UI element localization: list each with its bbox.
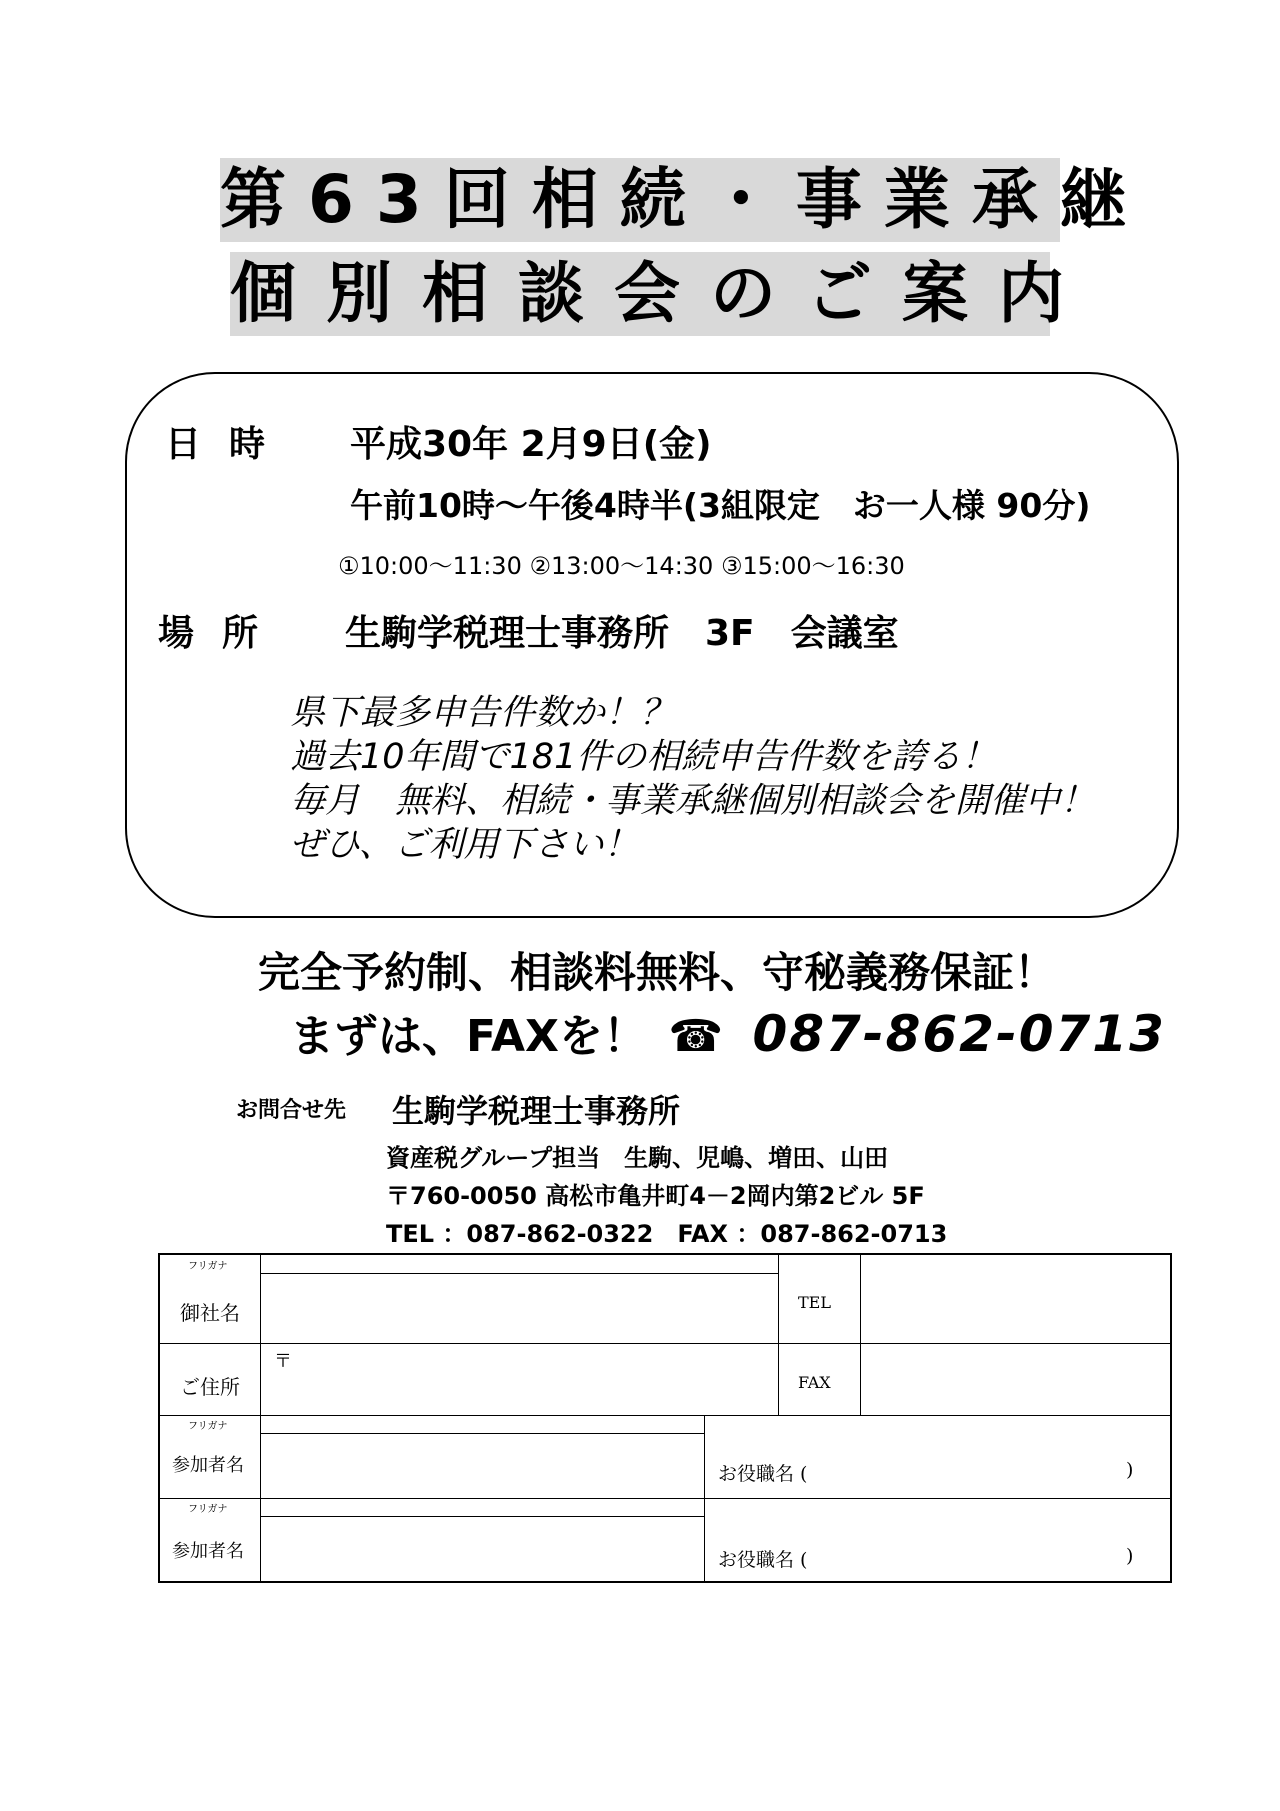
address-label: ご住所: [180, 1375, 240, 1399]
participant-label: 参加者名: [172, 1455, 244, 1476]
note-line: 毎月 無料、相続・事業承継個別相談会を開催中！: [290, 781, 1096, 821]
promo-fax-text: まずは、FAXを！: [290, 1011, 647, 1062]
registration-form: [158, 1253, 1172, 1583]
position-close: ): [1126, 1459, 1134, 1481]
date-label: 日時: [165, 424, 294, 465]
fax-number: 087-862-0713: [752, 1005, 1166, 1063]
title-line-2: 個別相談会のご案内: [230, 252, 1050, 336]
phone-icon: ☎: [668, 1011, 724, 1062]
participant-name-field[interactable]: [261, 1517, 704, 1581]
position-label: お役職名 (: [718, 1549, 808, 1571]
place-label: 場所: [158, 613, 287, 654]
participant-label: 参加者名: [172, 1541, 244, 1562]
participant-furigana-field[interactable]: [261, 1416, 704, 1433]
time-value: 午前10時～午後4時半(3組限定 お一人様 90分): [350, 486, 1091, 525]
address-field[interactable]: [261, 1344, 778, 1415]
position-field[interactable]: [840, 1531, 1120, 1571]
promo-line-1: 完全予約制、相談料無料、守秘義務保証！: [258, 948, 1057, 997]
contact-address: 〒760-0050 高松市亀井町4－2岡内第2ビル 5F: [386, 1182, 925, 1210]
company-name-field[interactable]: [261, 1274, 778, 1343]
position-close: ): [1126, 1545, 1134, 1567]
date-value: 平成30年 2月9日(金): [350, 424, 712, 465]
furigana-label: フリガナ: [188, 1261, 228, 1272]
position-field[interactable]: [840, 1445, 1120, 1485]
furigana-label: フリガナ: [188, 1421, 228, 1432]
participant-furigana-field[interactable]: [261, 1499, 704, 1516]
time-slots: ①10:00～11:30 ②13:00～14:30 ③15:00～16:30: [338, 552, 905, 580]
contact-staff: 資産税グループ担当 生駒、児嶋、増田、山田: [386, 1144, 889, 1172]
postal-mark: 〒: [274, 1351, 292, 1372]
contact-office: 生駒学税理士事務所: [392, 1092, 681, 1130]
title-line-1: 第63回相続・事業承継: [220, 158, 1060, 242]
note-line: ぜひ、ご利用下さい！: [290, 825, 639, 865]
contact-label: お問合せ先: [236, 1098, 347, 1123]
fax-field[interactable]: [861, 1344, 1170, 1415]
company-label: 御社名: [180, 1301, 240, 1325]
furigana-label: フリガナ: [188, 1504, 228, 1515]
position-label: お役職名 (: [718, 1463, 808, 1485]
tel-label: TEL: [798, 1293, 831, 1312]
promo-line-2: [290, 1000, 1166, 1064]
note-line: 県下最多申告件数か！？: [290, 693, 676, 733]
tel-field[interactable]: [861, 1255, 1170, 1343]
company-furigana-field[interactable]: [261, 1255, 778, 1273]
fax-label: FAX: [798, 1373, 831, 1392]
contact-phones: TEL ：087-862-0322 FAX ：087-862-0713: [386, 1220, 948, 1248]
place-value: 生駒学税理士事務所 3F 会議室: [345, 613, 899, 654]
participant-name-field[interactable]: [261, 1434, 704, 1498]
note-line: 過去10年間で181件の相続申告件数を誇る！: [290, 737, 997, 777]
